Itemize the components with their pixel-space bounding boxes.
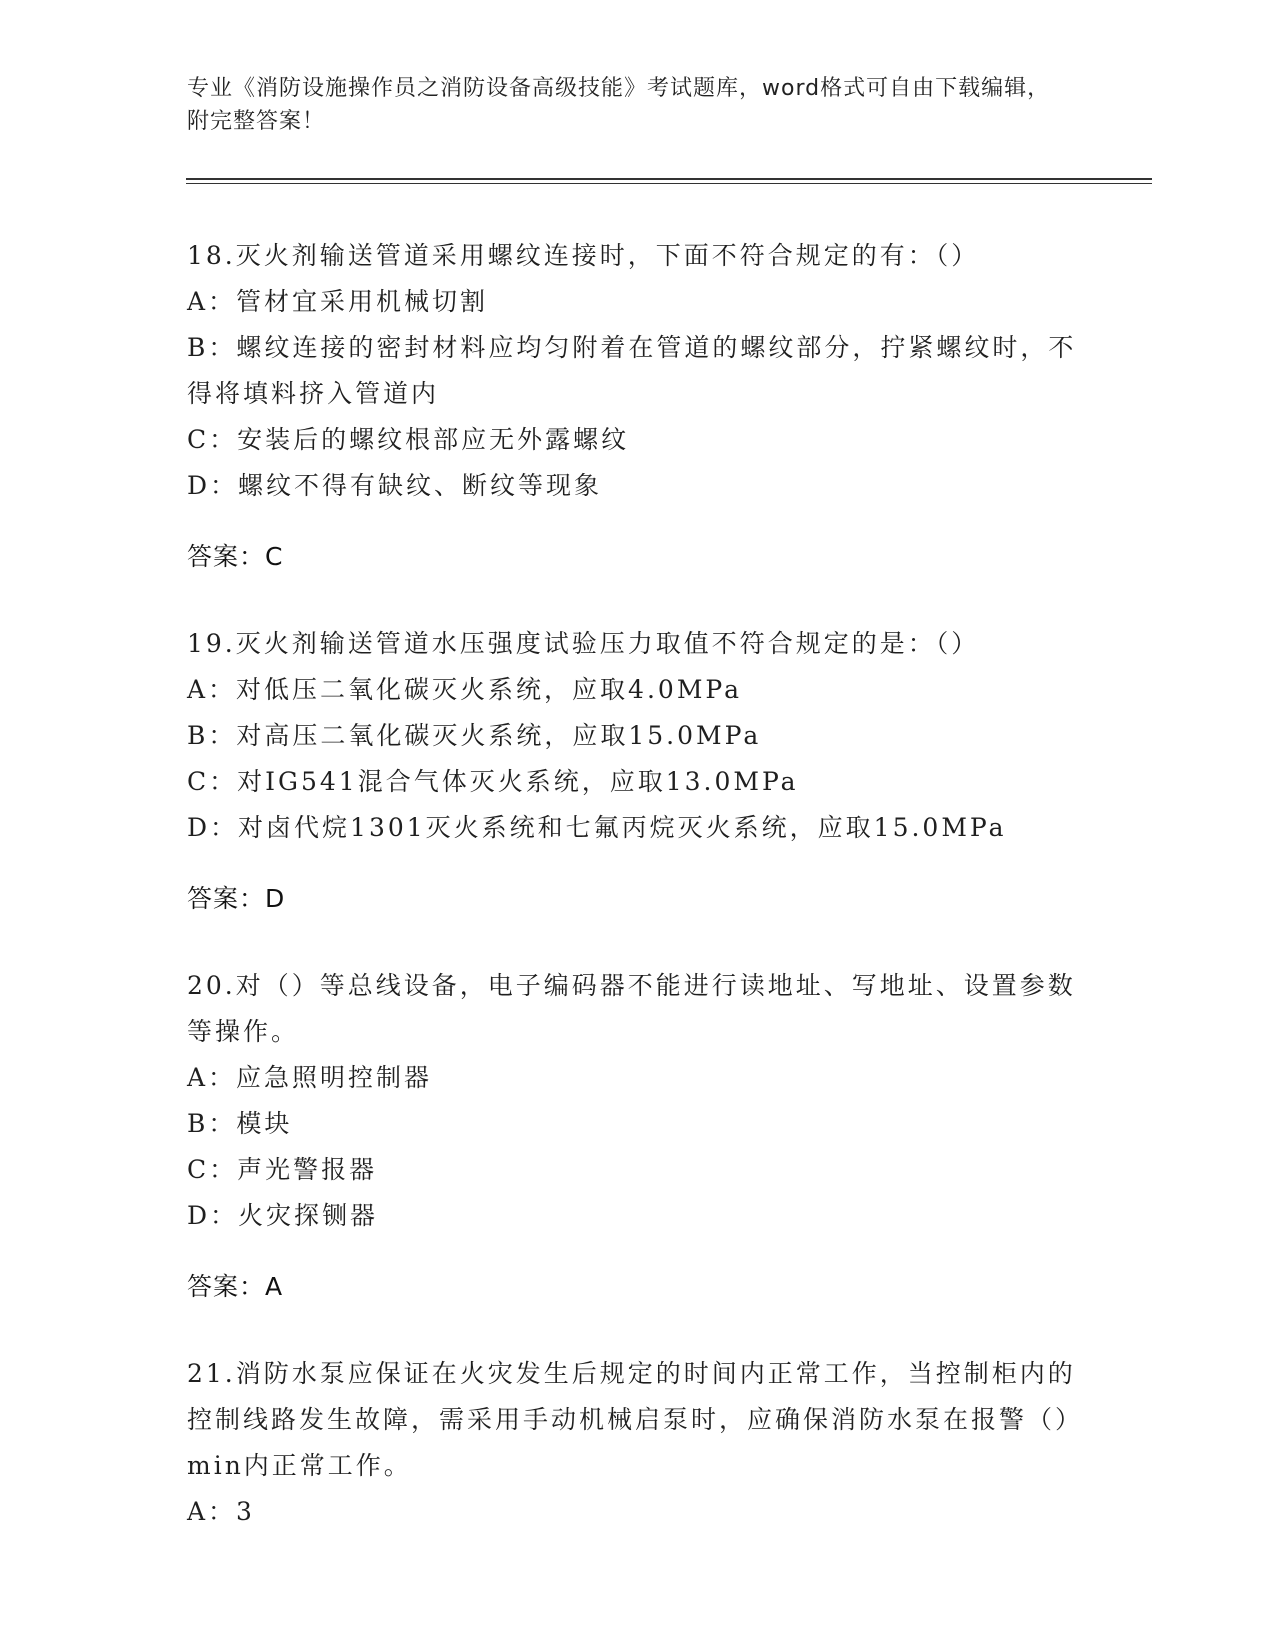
option-c: C：安装后的螺纹根部应无外露螺纹 [187, 425, 630, 454]
option-d: D：螺纹不得有缺纹、断纹等现象 [187, 471, 603, 500]
option-c: C：声光警报器 [187, 1155, 378, 1184]
question-stem: 20.对（）等总线设备，电子编码器不能进行读地址、写地址、设置参数等操作。 [187, 971, 1076, 1046]
question-stem: 18.灭火剂输送管道采用螺纹连接时，下面不符合规定的有：（） [187, 241, 980, 270]
document-header: 专业《消防设施操作员之消防设备高级技能》考试题库，word格式可自由下载编辑，附完整答案！ [187, 76, 1051, 134]
question-21 [187, 1351, 1087, 1535]
option-a: A：对低压二氧化碳灭火系统，应取4.0MPa [187, 675, 743, 704]
option-d: D：火灾探铡器 [187, 1201, 379, 1230]
answer-line: 答案：D [187, 884, 286, 913]
option-b: B：模块 [187, 1109, 293, 1138]
option-a: A：应急照明控制器 [187, 1063, 433, 1092]
question-list [187, 233, 1087, 1576]
option-c: C：对IG541混合气体灭火系统，应取13.0MPa [187, 767, 799, 796]
header-divider-thin [186, 183, 1152, 184]
question-19 [187, 621, 1087, 922]
option-d: D：对卤代烷1301灭火系统和七氟丙烷灭火系统，应取15.0MPa [187, 813, 1007, 842]
header-divider-thick [186, 178, 1152, 180]
question-20 [187, 963, 1087, 1310]
option-b: B：螺纹连接的密封材料应均匀附着在管道的螺纹部分，拧紧螺纹时，不得将填料挤入管道内 [187, 333, 1077, 408]
answer-line: 答案：C [187, 542, 284, 571]
question-stem: 21.消防水泵应保证在火灾发生后规定的时间内正常工作，当控制柜内的控制线路发生故障，需采用手动机械启泵时，应确保消防水泵在报警（）min内正常工作。 [187, 1359, 1084, 1480]
question-18 [187, 233, 1087, 580]
answer-line: 答案：A [187, 1272, 284, 1301]
question-stem: 19.灭火剂输送管道水压强度试验压力取值不符合规定的是：（） [187, 629, 980, 658]
option-a: A：管材宜采用机械切割 [187, 287, 489, 316]
option-b: B：对高压二氧化碳灭火系统，应取15.0MPa [187, 721, 762, 750]
option-a: A：3 [187, 1497, 255, 1526]
